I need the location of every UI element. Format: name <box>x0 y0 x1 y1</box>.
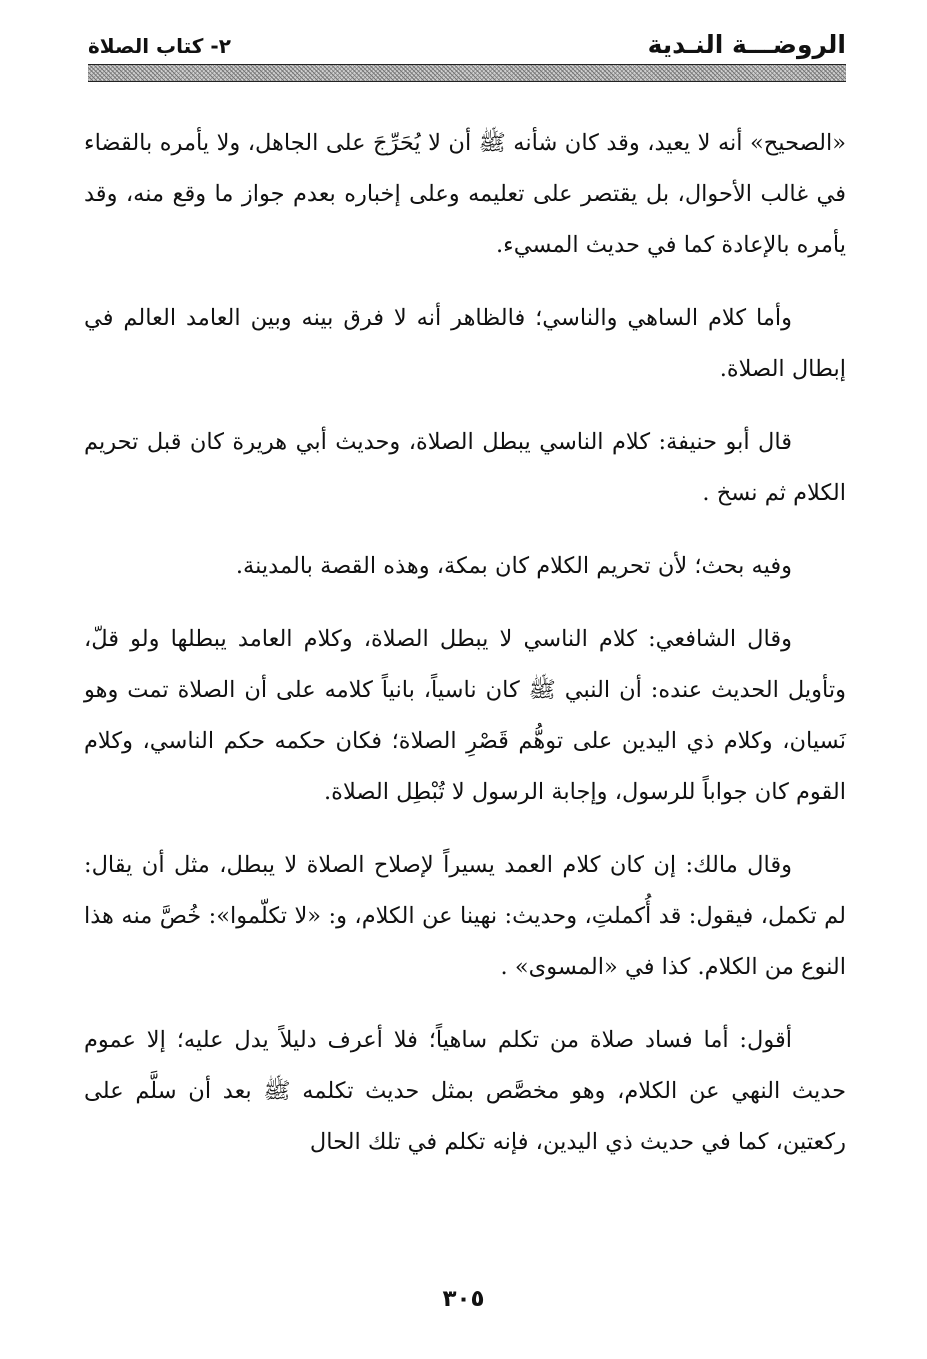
paragraph: أقول: أما فساد صلاة من تكلم ساهياً؛ فلا أعرف دليلاً يدل عليه؛ إلا عموم حديث النهي عن الكلام، وهو مخصَّص بمثل حديث تكلمه ﷺ بعد أن سلَّم على ركعتين، كما في حديث ذي اليدين، فإنه تكلم في تلك الحال <box>84 1027 846 1155</box>
page-number: ٣٠٥ <box>442 1286 485 1312</box>
paragraph: «الصحيح» أنه لا يعيد، وقد كان شأنه ﷺ أن لا يُحَرِّجَ على الجاهل، ولا يأمره بالقضاء في غالب الأحوال، بل يقتصر على تعليمه وعلى إخباره بعدم جواز ما وقع منه، وقد يأمره بالإعادة كما في حديث المسيء. <box>84 130 846 258</box>
paragraph: وفيه بحث؛ لأن تحريم الكلام كان بمكة، وهذه القصة بالمدينة. <box>235 553 792 579</box>
header-rule <box>88 64 846 82</box>
book-title: الروضـــة النـدية <box>647 30 846 59</box>
paragraph: وقال مالك: إن كان كلام العمد يسيراً لإصلاح الصلاة لا يبطل، مثل أن يقال: لم تكمل، فيقول: قد أُكملتِ، وحديث: نهينا عن الكلام، و: «لا تكلّموا»: خُصَّ منه هذا النوع من الكلام. كذا في «المسوى» . <box>84 852 846 980</box>
paragraph: وأما كلام الساهي والناسي؛ فالظاهر أنه لا فرق بينه وبين العامد العالم في إبطال الصلاة. <box>84 305 846 382</box>
chapter-title: ٢- كتاب الصلاة <box>88 34 231 58</box>
page-body <box>84 118 846 1168</box>
paragraph: وقال الشافعي: كلام الناسي لا يبطل الصلاة، وكلام العامد يبطلها ولو قلّ، وتأويل الحديث عنده: أن النبي ﷺ كان ناسياً، بانياً كلامه على أن الصلاة تمت وهو نَسيان، وكلام ذي اليدين على توهُّم قَصْرِ الصلاة؛ فكان حكمه حكم الناسي، وكلام القوم كان جواباً للرسول، وإجابة الرسول لا تُبْطِل الصلاة. <box>84 626 846 805</box>
running-header <box>88 28 846 62</box>
paragraph: قال أبو حنيفة: كلام الناسي يبطل الصلاة، وحديث أبي هريرة كان قبل تحريم الكلام ثم نسخ . <box>84 429 846 506</box>
